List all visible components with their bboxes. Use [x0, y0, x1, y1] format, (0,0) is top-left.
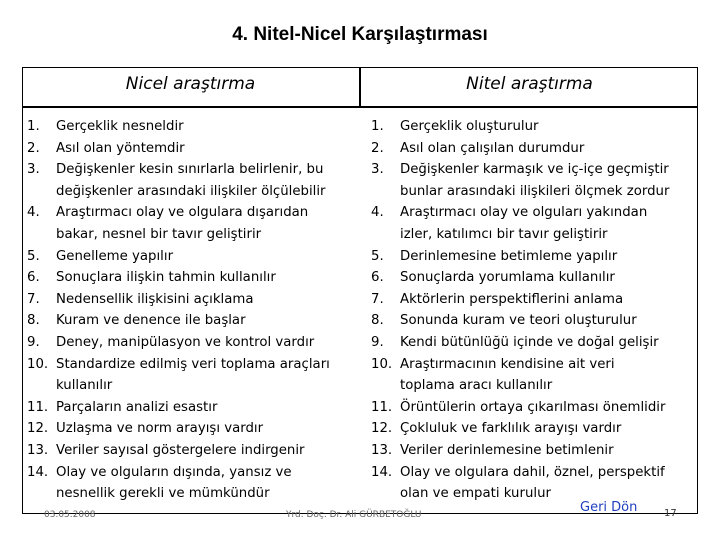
list-item: [27, 138, 362, 160]
list-item-number: 3.: [27, 162, 40, 178]
list-item-number: 3.: [371, 162, 384, 178]
list-item: [27, 418, 362, 440]
list-item: [27, 310, 362, 332]
list-item: [27, 375, 362, 397]
list-item-text: Kendi bütünlüğü içinde ve doğal gelişir: [400, 334, 659, 350]
list-item: [371, 418, 697, 440]
list-item: [371, 159, 697, 181]
list-item-text: Gerçeklik oluşturulur: [400, 119, 539, 134]
list-item-text: bakar, nesnel bir tavır geliştirir: [56, 226, 262, 242]
list-item: [371, 440, 697, 462]
list-item: [27, 267, 362, 289]
list-item: [27, 116, 362, 138]
list-item-number: 4.: [371, 205, 384, 221]
list-item: [371, 310, 697, 332]
list-item: [27, 159, 362, 181]
list-item-number: 2.: [371, 140, 384, 156]
list-item-text: Uzlaşma ve norm arayışı vardır: [56, 421, 264, 437]
list-item-text: Çokluluk ve farklılık arayışı vardır: [400, 421, 622, 437]
list-item-number: 14.: [371, 464, 393, 480]
list-item: [371, 224, 697, 246]
slide-title: 4. Nitel-Nicel Karşılaştırması: [232, 24, 488, 45]
list-item: [371, 375, 697, 397]
list-item-number: 1.: [371, 119, 384, 134]
list-item: [27, 202, 362, 224]
list-item-number: 6.: [27, 270, 40, 286]
left-column-header: Nicel araştırma: [125, 74, 256, 94]
list-item: [27, 246, 362, 268]
list-item: [27, 354, 362, 376]
list-item: [27, 483, 362, 505]
list-item-text: Değişkenler karmaşık ve iç-içe geçmiştir: [400, 162, 669, 178]
list-item: [371, 354, 697, 376]
list-item-text: Olay ve olgulara dahil, öznel, perspektif: [400, 464, 665, 480]
list-item-text: Derinlemesine betimleme yapılır: [400, 248, 618, 264]
list-item: [371, 181, 697, 203]
list-item: [371, 116, 697, 138]
list-item: [371, 332, 697, 354]
quantitative-list: [27, 116, 362, 505]
list-item-text: Genelleme yapılır: [56, 248, 174, 264]
list-item-text: Asıl olan çalışılan durumdur: [400, 140, 585, 156]
list-item-text: Gerçeklik nesneldir: [56, 119, 184, 134]
list-item-number: 12.: [27, 421, 49, 437]
list-item-number: 11.: [371, 399, 393, 415]
list-item-number: 8.: [27, 313, 40, 329]
list-item-number: 5.: [27, 248, 40, 264]
list-item-number: 13.: [371, 442, 393, 458]
list-item-text: Değişkenler kesin sınırlarla belirlenir, bu: [56, 162, 324, 178]
list-item-text: Olay ve olguların dışında, yansız ve: [56, 464, 292, 480]
list-item-number: 7.: [371, 291, 384, 307]
list-item: [371, 483, 697, 505]
list-item-text: olan ve empati kurulur: [400, 486, 551, 502]
list-item: [371, 462, 697, 484]
footer-date: 03.05.2008: [44, 510, 96, 520]
list-item-text: Deney, manipülasyon ve kontrol vardır: [56, 334, 315, 350]
list-item: [27, 289, 362, 311]
footer-author: Yrd. Doç. Dr. Ali GÜRBETOĞLU: [286, 510, 422, 520]
list-item-text: Veriler sayısal göstergelere indirgenir: [56, 442, 305, 458]
list-item-text: Nedensellik ilişkisini açıklama: [56, 291, 254, 307]
list-item-text: kullanılır: [56, 378, 113, 394]
list-item-number: 13.: [27, 442, 49, 458]
back-link[interactable]: Geri Dön: [580, 500, 638, 515]
list-item: [27, 462, 362, 484]
list-item-number: 7.: [27, 291, 40, 307]
list-item: [371, 289, 697, 311]
list-item-number: 8.: [371, 313, 384, 329]
list-item-number: 9.: [371, 334, 384, 350]
list-item-number: 9.: [27, 334, 40, 350]
list-item: [27, 332, 362, 354]
list-item-text: değişkenler arasındaki ilişkiler ölçülebilir: [56, 183, 326, 199]
list-item-text: Araştırmacı olay ve olgulara dışarıdan: [56, 205, 309, 221]
list-item: [27, 440, 362, 462]
page-number: 17: [664, 508, 677, 519]
list-item-text: toplama aracı kullanılır: [400, 378, 553, 394]
list-item: [27, 224, 362, 246]
list-item-text: Standardize edilmiş veri toplama araçları: [56, 356, 330, 372]
list-item: [371, 138, 697, 160]
list-item: [371, 246, 697, 268]
list-item-text: Sonunda kuram ve teori oluşturulur: [400, 313, 637, 329]
list-item-text: Araştırmacının kendisine ait veri: [400, 356, 615, 372]
list-item-number: 10.: [371, 356, 393, 372]
list-item: [27, 397, 362, 419]
list-item-number: 11.: [27, 399, 49, 415]
list-item-number: 1.: [27, 119, 40, 134]
list-item-text: Asıl olan yöntemdir: [56, 140, 185, 156]
list-item: [27, 181, 362, 203]
list-item: [371, 202, 697, 224]
list-item-text: Kuram ve denence ile başlar: [56, 313, 246, 329]
list-item-text: Sonuçlarda yorumlama kullanılır: [400, 270, 615, 286]
right-column-header: Nitel araştırma: [466, 74, 593, 94]
list-item-number: 4.: [27, 205, 40, 221]
list-item-number: 12.: [371, 421, 393, 437]
list-item-text: Parçaların analizi esastır: [56, 399, 218, 415]
list-item: [371, 267, 697, 289]
qualitative-list: [371, 116, 697, 505]
list-item: [371, 397, 697, 419]
list-item-text: Araştırmacı olay ve olguları yakından: [400, 205, 648, 221]
list-item-number: 5.: [371, 248, 384, 264]
list-item-text: Veriler derinlemesine betimlenir: [400, 442, 614, 458]
list-item-text: Örüntülerin ortaya çıkarılması önemlidir: [400, 399, 666, 415]
list-item-text: bunlar arasındaki ilişkileri ölçmek zordur: [400, 183, 670, 199]
list-item-number: 10.: [27, 356, 49, 372]
list-item-text: nesnellik gerekli ve mümkündür: [56, 486, 270, 502]
list-item-text: izler, katılımcı bir tavır geliştirir: [400, 226, 608, 242]
list-item-number: 2.: [27, 140, 40, 156]
list-item-text: Aktörlerin perspektiflerini anlama: [400, 291, 624, 307]
list-item-number: 14.: [27, 464, 49, 480]
list-item-text: Sonuçlara ilişkin tahmin kullanılır: [56, 270, 276, 286]
list-item-number: 6.: [371, 270, 384, 286]
